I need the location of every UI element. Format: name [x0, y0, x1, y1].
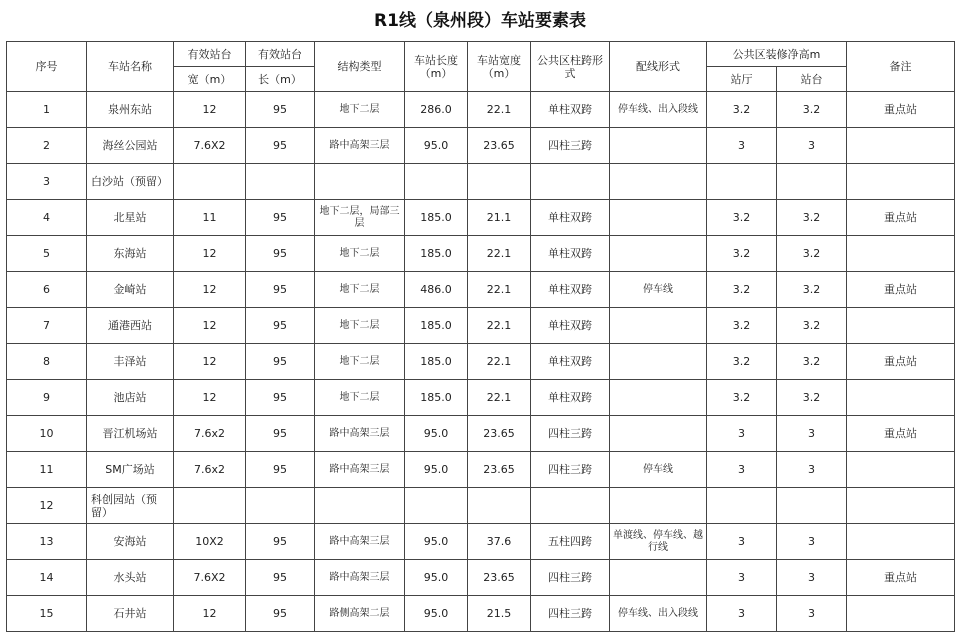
cell-remark: [847, 236, 955, 272]
cell-track-layout: [610, 380, 707, 416]
cell-platform-length: 95: [246, 560, 315, 596]
header-hall: 站厅: [707, 67, 777, 92]
cell-hall-height: 3.2: [707, 272, 777, 308]
cell-station-width: 22.1: [468, 344, 531, 380]
cell-hall-height: 3.2: [707, 344, 777, 380]
table-body: [7, 92, 955, 632]
cell-station-length: 95.0: [405, 128, 468, 164]
cell-remark: 重点站: [847, 560, 955, 596]
cell-hall-height: 3.2: [707, 380, 777, 416]
cell-track-layout: [610, 236, 707, 272]
header-seq: 序号: [7, 42, 87, 92]
cell-station-width: [468, 164, 531, 200]
cell-station-length: 185.0: [405, 308, 468, 344]
header-platform: 站台: [777, 67, 847, 92]
cell-station-width: [468, 488, 531, 524]
table-row: [7, 128, 955, 164]
cell-seq: 4: [7, 200, 87, 236]
cell-seq: 9: [7, 380, 87, 416]
cell-seq: 12: [7, 488, 87, 524]
cell-structure: 路中高架三层: [315, 524, 405, 560]
cell-hall-height: 3: [707, 452, 777, 488]
cell-track-layout: 停车线: [610, 272, 707, 308]
cell-remark: [847, 308, 955, 344]
cell-seq: 15: [7, 596, 87, 632]
cell-track-layout: 单渡线、停车线、越行线: [610, 524, 707, 560]
cell-platform-height: 3.2: [777, 380, 847, 416]
cell-platform-length: 95: [246, 524, 315, 560]
cell-column-span: 四柱三跨: [531, 128, 610, 164]
cell-station-name: 东海站: [87, 236, 174, 272]
cell-column-span: 单柱双跨: [531, 380, 610, 416]
cell-column-span: 四柱三跨: [531, 452, 610, 488]
cell-track-layout: [610, 308, 707, 344]
cell-platform-length: 95: [246, 452, 315, 488]
cell-seq: 11: [7, 452, 87, 488]
cell-station-name: 科创园站（预留）: [87, 488, 174, 524]
cell-seq: 1: [7, 92, 87, 128]
cell-platform-height: 3: [777, 596, 847, 632]
header-clear-height: 公共区装修净高m: [707, 42, 847, 67]
cell-structure: 地下二层: [315, 92, 405, 128]
cell-platform-length: 95: [246, 200, 315, 236]
cell-platform-width: [174, 488, 246, 524]
cell-platform-length: 95: [246, 272, 315, 308]
cell-platform-width: 12: [174, 308, 246, 344]
cell-column-span: 单柱双跨: [531, 236, 610, 272]
cell-platform-height: 3.2: [777, 92, 847, 128]
cell-track-layout: [610, 128, 707, 164]
cell-platform-length: 95: [246, 236, 315, 272]
cell-seq: 7: [7, 308, 87, 344]
header-remark: 备注: [847, 42, 955, 92]
cell-station-length: 95.0: [405, 416, 468, 452]
cell-platform-height: [777, 488, 847, 524]
cell-structure: 路中高架三层: [315, 560, 405, 596]
cell-station-length: 95.0: [405, 524, 468, 560]
header-station-name: 车站名称: [87, 42, 174, 92]
cell-platform-width: 7.6X2: [174, 128, 246, 164]
cell-hall-height: 3: [707, 560, 777, 596]
cell-structure: 路中高架三层: [315, 416, 405, 452]
header-station-width: 车站宽度（m）: [468, 42, 531, 92]
cell-platform-height: 3: [777, 416, 847, 452]
cell-platform-width: 12: [174, 380, 246, 416]
cell-remark: [847, 164, 955, 200]
table-row: [7, 272, 955, 308]
cell-structure: [315, 164, 405, 200]
cell-column-span: 单柱双跨: [531, 308, 610, 344]
cell-column-span: 单柱双跨: [531, 200, 610, 236]
header-track-layout: 配线形式: [610, 42, 707, 92]
cell-platform-width: 7.6x2: [174, 416, 246, 452]
cell-station-width: 23.65: [468, 452, 531, 488]
table-row: [7, 524, 955, 560]
cell-column-span: 四柱三跨: [531, 596, 610, 632]
cell-station-name: 晋江机场站: [87, 416, 174, 452]
cell-structure: 地下二层: [315, 380, 405, 416]
cell-structure: [315, 488, 405, 524]
cell-station-width: 23.65: [468, 560, 531, 596]
cell-structure: 地下二层: [315, 308, 405, 344]
cell-platform-height: 3.2: [777, 344, 847, 380]
table-row: [7, 416, 955, 452]
cell-hall-height: 3: [707, 596, 777, 632]
table-row: [7, 236, 955, 272]
table-row: [7, 596, 955, 632]
cell-station-width: 22.1: [468, 380, 531, 416]
table-row: [7, 452, 955, 488]
cell-platform-height: 3.2: [777, 200, 847, 236]
cell-platform-length: 95: [246, 416, 315, 452]
cell-station-width: 22.1: [468, 92, 531, 128]
station-elements-table: [6, 41, 955, 632]
cell-remark: 重点站: [847, 200, 955, 236]
cell-track-layout: [610, 416, 707, 452]
cell-seq: 13: [7, 524, 87, 560]
header-platform-width-unit: 宽（m）: [174, 67, 246, 92]
cell-seq: 2: [7, 128, 87, 164]
cell-structure: 路侧高架二层: [315, 596, 405, 632]
cell-station-width: 21.5: [468, 596, 531, 632]
cell-platform-length: 95: [246, 128, 315, 164]
cell-column-span: [531, 488, 610, 524]
cell-track-layout: 停车线: [610, 452, 707, 488]
cell-platform-width: [174, 164, 246, 200]
cell-hall-height: 3.2: [707, 92, 777, 128]
cell-platform-width: 10X2: [174, 524, 246, 560]
cell-seq: 5: [7, 236, 87, 272]
cell-structure: 地下二层: [315, 344, 405, 380]
cell-station-length: 185.0: [405, 344, 468, 380]
cell-column-span: 单柱双跨: [531, 92, 610, 128]
cell-track-layout: [610, 344, 707, 380]
table-row: [7, 164, 955, 200]
cell-platform-width: 11: [174, 200, 246, 236]
table-row: [7, 308, 955, 344]
cell-station-name: 北星站: [87, 200, 174, 236]
cell-platform-width: 12: [174, 236, 246, 272]
cell-station-name: 安海站: [87, 524, 174, 560]
cell-station-width: 22.1: [468, 272, 531, 308]
cell-structure: 地下二层: [315, 272, 405, 308]
table-row: [7, 560, 955, 596]
cell-platform-width: 12: [174, 344, 246, 380]
cell-platform-length: 95: [246, 92, 315, 128]
cell-station-length: 185.0: [405, 380, 468, 416]
cell-hall-height: [707, 164, 777, 200]
cell-column-span: 四柱三跨: [531, 416, 610, 452]
cell-platform-width: 7.6x2: [174, 452, 246, 488]
cell-station-width: 37.6: [468, 524, 531, 560]
cell-platform-height: 3.2: [777, 236, 847, 272]
cell-column-span: 单柱双跨: [531, 272, 610, 308]
cell-station-name: 石井站: [87, 596, 174, 632]
cell-station-name: SM广场站: [87, 452, 174, 488]
cell-station-width: 23.65: [468, 128, 531, 164]
cell-structure: 路中高架三层: [315, 452, 405, 488]
cell-station-length: [405, 164, 468, 200]
cell-seq: 3: [7, 164, 87, 200]
header-platform-length-top: 有效站台: [246, 42, 315, 67]
cell-seq: 14: [7, 560, 87, 596]
cell-remark: 重点站: [847, 416, 955, 452]
cell-track-layout: [610, 200, 707, 236]
cell-track-layout: [610, 560, 707, 596]
cell-platform-height: 3: [777, 560, 847, 596]
cell-station-name: 金崎站: [87, 272, 174, 308]
cell-column-span: [531, 164, 610, 200]
cell-station-length: 95.0: [405, 560, 468, 596]
document-title: R1线（泉州段）车站要素表: [374, 11, 586, 31]
cell-platform-width: 7.6X2: [174, 560, 246, 596]
cell-station-length: [405, 488, 468, 524]
cell-station-name: 泉州东站: [87, 92, 174, 128]
cell-seq: 10: [7, 416, 87, 452]
cell-platform-height: 3.2: [777, 308, 847, 344]
cell-platform-width: 12: [174, 272, 246, 308]
cell-remark: [847, 596, 955, 632]
cell-station-name: 丰泽站: [87, 344, 174, 380]
cell-platform-length: 95: [246, 344, 315, 380]
cell-column-span: 五柱四跨: [531, 524, 610, 560]
table-row: [7, 380, 955, 416]
cell-column-span: 四柱三跨: [531, 560, 610, 596]
cell-station-width: 22.1: [468, 308, 531, 344]
cell-station-width: 22.1: [468, 236, 531, 272]
cell-remark: 重点站: [847, 272, 955, 308]
cell-structure: 路中高架三层: [315, 128, 405, 164]
cell-remark: [847, 524, 955, 560]
cell-remark: 重点站: [847, 344, 955, 380]
cell-station-name: 水头站: [87, 560, 174, 596]
cell-station-name: 通港西站: [87, 308, 174, 344]
cell-hall-height: [707, 488, 777, 524]
cell-platform-length: [246, 164, 315, 200]
cell-track-layout: 停车线、出入段线: [610, 92, 707, 128]
cell-remark: [847, 128, 955, 164]
cell-seq: 6: [7, 272, 87, 308]
cell-remark: [847, 452, 955, 488]
header-platform-length-unit: 长（m）: [246, 67, 315, 92]
cell-platform-length: 95: [246, 308, 315, 344]
cell-station-width: 23.65: [468, 416, 531, 452]
cell-hall-height: 3: [707, 416, 777, 452]
cell-station-length: 486.0: [405, 272, 468, 308]
cell-hall-height: 3: [707, 128, 777, 164]
cell-platform-length: 95: [246, 596, 315, 632]
table-row: [7, 92, 955, 128]
cell-seq: 8: [7, 344, 87, 380]
cell-platform-width: 12: [174, 92, 246, 128]
header-platform-width-top: 有效站台: [174, 42, 246, 67]
cell-hall-height: 3: [707, 524, 777, 560]
cell-remark: 重点站: [847, 92, 955, 128]
cell-remark: [847, 488, 955, 524]
cell-track-layout: 停车线、出入段线: [610, 596, 707, 632]
cell-remark: [847, 380, 955, 416]
cell-track-layout: [610, 164, 707, 200]
cell-station-length: 185.0: [405, 236, 468, 272]
cell-platform-width: 12: [174, 596, 246, 632]
cell-column-span: 单柱双跨: [531, 344, 610, 380]
table-row: [7, 200, 955, 236]
cell-station-name: 海丝公园站: [87, 128, 174, 164]
header-structure: 结构类型: [315, 42, 405, 92]
cell-platform-height: [777, 164, 847, 200]
cell-structure: 地下二层，局部三层: [315, 200, 405, 236]
cell-hall-height: 3.2: [707, 236, 777, 272]
cell-station-length: 286.0: [405, 92, 468, 128]
cell-track-layout: [610, 488, 707, 524]
cell-station-name: 池店站: [87, 380, 174, 416]
cell-platform-height: 3.2: [777, 272, 847, 308]
cell-structure: 地下二层: [315, 236, 405, 272]
cell-platform-length: 95: [246, 380, 315, 416]
header-station-length: 车站长度（m）: [405, 42, 468, 92]
cell-platform-height: 3: [777, 524, 847, 560]
cell-platform-height: 3: [777, 452, 847, 488]
cell-station-length: 185.0: [405, 200, 468, 236]
cell-station-width: 21.1: [468, 200, 531, 236]
table-row: [7, 344, 955, 380]
cell-station-length: 95.0: [405, 596, 468, 632]
header-row-1: [7, 42, 955, 67]
cell-station-name: 白沙站（预留）: [87, 164, 174, 200]
cell-station-length: 95.0: [405, 452, 468, 488]
cell-platform-length: [246, 488, 315, 524]
header-column-span: 公共区柱跨形式: [531, 42, 610, 92]
cell-hall-height: 3.2: [707, 308, 777, 344]
cell-platform-height: 3: [777, 128, 847, 164]
table-row: [7, 488, 955, 524]
cell-hall-height: 3.2: [707, 200, 777, 236]
